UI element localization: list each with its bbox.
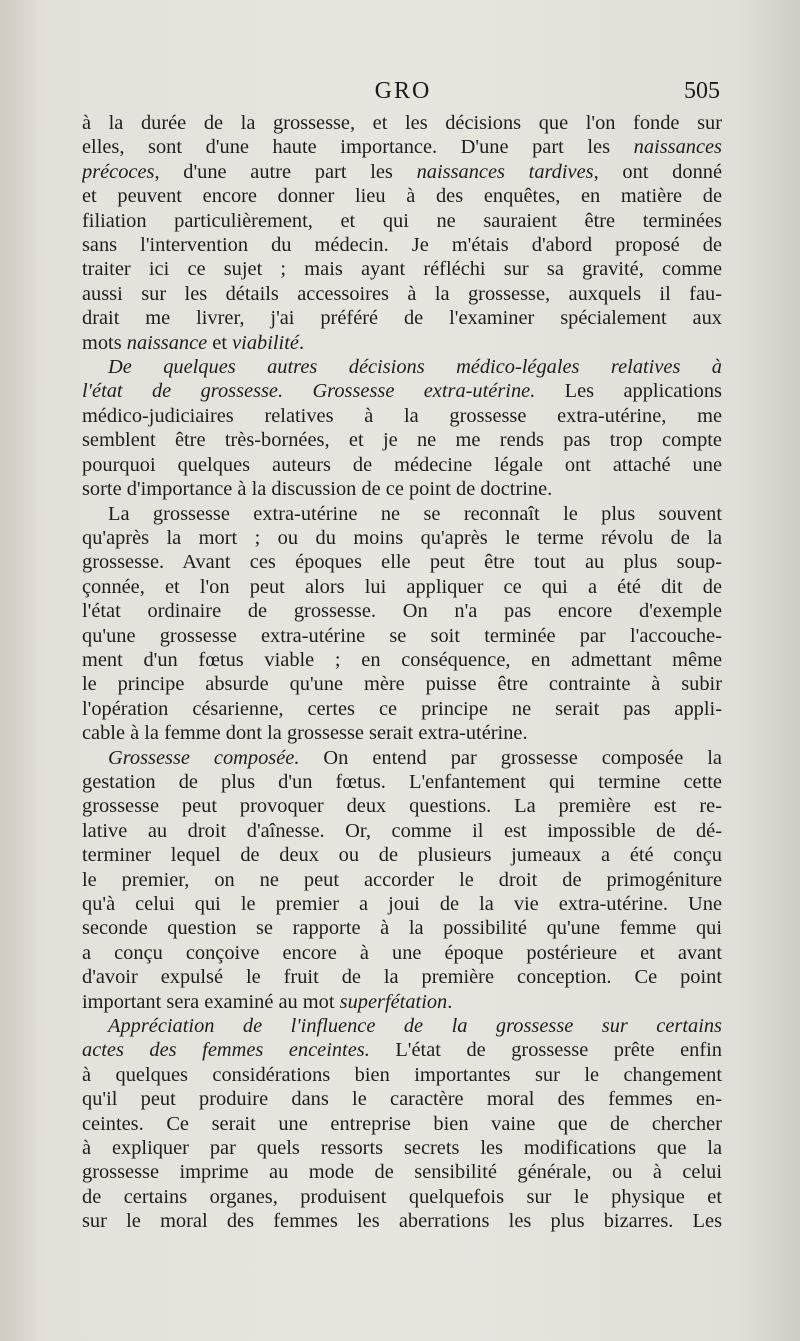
text-run: qu'à celui qui le premier a joui de la vie extra-utérine. Une (82, 893, 722, 915)
text-line (82, 1038, 722, 1062)
text-run: ceintes. Ce serait une entreprise bien vaine que de chercher (82, 1112, 722, 1135)
text-line (82, 1209, 722, 1233)
text-run: le principe absurde qu'une mère puisse être contrainte à subir (82, 673, 722, 696)
text-run: lative au droit d'aînesse. Or, comme il est impossible de dé- (82, 819, 722, 842)
text-run: Les applications (535, 380, 722, 403)
text-line (82, 428, 722, 452)
text-run: cable à la femme dont la grossesse serait extra-utérine. (82, 722, 528, 745)
text-line (82, 965, 722, 989)
running-title: GRO (374, 78, 432, 104)
text-run: médico-judiciaires relatives à la grossesse extra-utérine, me (82, 404, 722, 427)
text-line (82, 282, 722, 306)
text-run: L'état de grossesse prête enfin (369, 1039, 722, 1062)
text-run: filiation particulièrement, et qui ne sauraient être terminées (82, 209, 722, 232)
text-line (82, 209, 722, 233)
text-run: mots (82, 331, 127, 354)
text-line (82, 1185, 722, 1209)
text-line (82, 819, 722, 843)
text-run: ment d'un fœtus viable ; en conséquence, en admettant même (82, 648, 722, 671)
italic-text: naissance (126, 331, 208, 354)
text-run: . (298, 331, 305, 354)
text-line (82, 257, 722, 281)
text-line (82, 233, 722, 257)
paragraph (82, 1014, 722, 1234)
text-run: important sera examiné au mot (82, 990, 340, 1013)
running-head (86, 78, 720, 108)
text-line (82, 648, 722, 672)
body-text (82, 111, 722, 1234)
text-run: le premier, on ne peut accorder le droit de primogéniture (82, 868, 722, 891)
text-run: seconde question se rapporte à la possibilité qu'une femme qui (82, 917, 722, 940)
text-line (82, 184, 722, 208)
text-run: sur le moral des femmes les aberrations les plus bizarres. Les (82, 1210, 722, 1233)
text-line (82, 770, 722, 794)
page-number: 505 (684, 78, 720, 104)
text-line (82, 843, 722, 867)
text-line (82, 868, 722, 892)
text-line (82, 672, 722, 696)
text-run: et peuvent encore donner lieu à des enquêtes, en matière de (82, 185, 722, 208)
text-line (82, 916, 722, 940)
paragraph (82, 111, 722, 355)
text-line (82, 502, 722, 526)
text-run: gestation de plus d'un fœtus. L'enfantement qui termine cette (82, 770, 722, 793)
paragraph (82, 746, 722, 1014)
text-run: pourquoi quelques auteurs de médecine légale ont attaché une (82, 453, 722, 476)
paragraph (82, 502, 722, 746)
text-line (82, 306, 722, 330)
italic-text: actes des femmes enceintes. (82, 1039, 370, 1062)
text-run: , ont donné (593, 160, 722, 183)
text-run: l'état ordinaire de grossesse. On n'a pas encore d'exemple (82, 600, 722, 623)
text-line (82, 624, 722, 648)
text-line (82, 697, 722, 721)
text-run: . (447, 990, 453, 1013)
italic-text: superfétation (339, 990, 448, 1013)
text-run: qu'une grossesse extra-utérine se soit terminée par l'accouche- (82, 624, 722, 647)
text-line (82, 794, 722, 818)
text-line (82, 331, 722, 355)
text-run: drait me livrer, j'ai préféré de l'examiner spécialement aux (82, 307, 722, 330)
text-run: , d'une autre part les (154, 160, 417, 183)
text-run: sans l'intervention du médecin. Je m'étais d'abord proposé de (82, 234, 722, 257)
text-run: grossesse imprime au mode de sensibilité générale, ou à celui (82, 1161, 722, 1184)
text-run: semblent être très-bornées, et je ne me rends pas trop compte (82, 429, 722, 452)
text-run: On entend par grossesse composée la (299, 746, 722, 769)
text-run: à expliquer par quels ressorts secrets les modifications que la (82, 1137, 722, 1160)
text-run: çonnée, et l'on peut alors lui appliquer ce qui a été dit de (82, 575, 722, 598)
italic-text: naissances tardives (416, 160, 594, 183)
text-line (82, 453, 722, 477)
text-run: qu'après la mort ; ou du moins qu'après le terme révolu de la (82, 526, 722, 549)
text-line (82, 990, 722, 1014)
text-line (82, 1136, 722, 1160)
italic-text: Appréciation de l'influence de la grossesse sur certains (108, 1015, 722, 1038)
text-run: qu'il peut produire dans le caractère moral des femmes en- (82, 1088, 722, 1111)
italic-text: l'état de grossesse. Grossesse extra-utérine. (82, 380, 536, 403)
text-run: a conçu conçoive encore à une époque postérieure et avant (82, 941, 722, 964)
text-line (82, 1112, 722, 1136)
text-run: l'opération césarienne, certes ce principe ne serait pas appli- (82, 697, 722, 720)
text-line (82, 404, 722, 428)
text-run: sorte d'importance à la discussion de ce point de doctrine. (82, 478, 553, 501)
text-run: traiter ici ce sujet ; mais ayant réfléchi sur sa gravité, comme (82, 258, 722, 281)
text-line (82, 1014, 722, 1038)
text-line (82, 941, 722, 965)
text-run: La grossesse extra-utérine ne se reconnaît le plus souvent (108, 502, 722, 525)
text-line (82, 477, 722, 501)
text-line (82, 892, 722, 916)
text-line (82, 575, 722, 599)
text-line (82, 721, 722, 745)
text-line (82, 355, 722, 379)
text-line (82, 135, 722, 159)
text-line (82, 746, 722, 770)
text-line (82, 111, 722, 135)
text-run: aussi sur les détails accessoires à la grossesse, auxquels il fau- (82, 282, 722, 305)
text-run: grossesse peut provoquer deux questions. La première est re- (82, 795, 722, 818)
text-run: grossesse. Avant ces époques elle peut être tout au plus soup- (82, 551, 722, 574)
text-line (82, 160, 722, 184)
text-line (82, 526, 722, 550)
text-run: et (207, 331, 233, 354)
italic-text: De quelques autres décisions médico-légales relatives à (108, 356, 722, 379)
text-line (82, 1063, 722, 1087)
italic-text: précoces (82, 160, 155, 183)
text-run: d'avoir expulsé le fruit de la première conception. Ce point (82, 966, 722, 989)
text-line (82, 379, 722, 403)
text-run: terminer lequel de deux ou de plusieurs jumeaux a été conçu (82, 844, 722, 867)
italic-text: viabilité (232, 331, 299, 354)
text-line (82, 599, 722, 623)
text-line (82, 1087, 722, 1111)
text-run: elles, sont d'une haute importance. D'une part les (82, 136, 634, 159)
text-run: à la durée de la grossesse, et les décisions que l'on fonde sur (82, 112, 722, 134)
italic-text: naissances (633, 136, 722, 159)
italic-text: Grossesse composée. (108, 746, 300, 769)
text-line (82, 550, 722, 574)
paragraph (82, 355, 722, 501)
text-run: à quelques considérations bien importantes sur le changement (82, 1063, 722, 1086)
text-run: de certains organes, produisent quelquefois sur le physique et (82, 1185, 722, 1208)
text-line (82, 1160, 722, 1184)
